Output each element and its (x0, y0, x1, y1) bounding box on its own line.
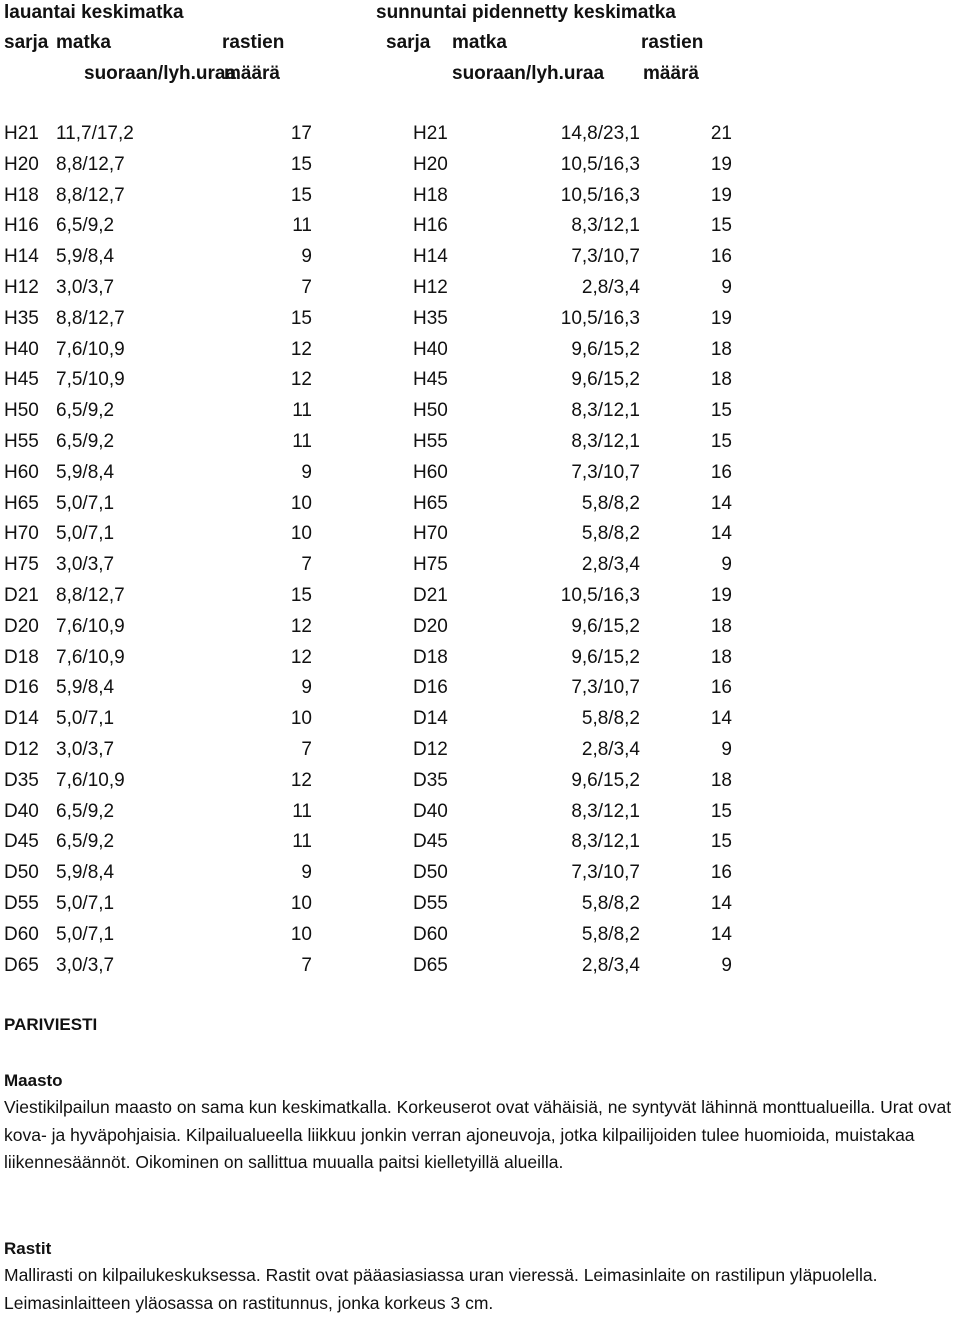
left-col-rastien: rastien (222, 32, 285, 53)
left-matka-cell: 7,6/10,9 (56, 646, 125, 668)
right-sarja-cell: D20 (413, 615, 448, 637)
right-matka-cell: 9,6/15,2 (571, 646, 640, 668)
right-sarja-cell: D40 (413, 800, 448, 822)
right-sarja-cell: H14 (413, 246, 448, 268)
right-sarja-cell: D14 (413, 708, 448, 730)
right-col-rastien: rastien (641, 32, 704, 53)
right-sarja-cell: H35 (413, 307, 448, 329)
left-rastit-cell: 11 (292, 431, 312, 452)
right-sarja-cell: D50 (413, 862, 448, 884)
left-sarja-cell: D12 (4, 739, 39, 760)
right-matka-cell: 10,5/16,3 (560, 585, 640, 606)
right-sarja-cell: D60 (413, 923, 448, 945)
right-sarja-cell: H16 (413, 215, 448, 237)
right-sarja-cell: H65 (413, 492, 448, 514)
right-rastit-cell: 9 (721, 554, 732, 576)
left-matka-cell: 5,9/8,4 (56, 677, 115, 699)
left-matka-cell: 7,6/10,9 (56, 338, 125, 360)
left-sarja-cell: H20 (4, 153, 39, 175)
right-rastit-cell: 19 (710, 153, 732, 175)
left-sarja-cell: D40 (4, 800, 39, 822)
left-rastit-cell: 15 (290, 184, 312, 206)
left-matka-cell: 5,0/7,1 (56, 523, 115, 545)
right-sarja-cell: H70 (413, 523, 448, 545)
right-matka-cell: 5,8/8,2 (581, 523, 640, 545)
right-matka-cell: 2,8/3,4 (581, 277, 640, 298)
left-rastit-cell: 10 (290, 523, 312, 545)
left-rastit-cell: 9 (301, 461, 312, 483)
left-matka-cell: 6,5/9,2 (56, 800, 115, 822)
left-rastit-cell: 9 (301, 862, 312, 884)
left-matka-cell: 5,0/7,1 (56, 893, 115, 914)
right-rastit-cell: 19 (710, 307, 732, 329)
left-sarja-cell: D65 (4, 954, 39, 976)
left-matka-cell: 8,8/12,7 (56, 184, 125, 206)
right-sarja-cell: D65 (413, 954, 448, 976)
left-matka-cell: 3,0/3,7 (56, 277, 115, 298)
left-sarja-cell: H50 (4, 400, 39, 422)
left-rastit-cell: 15 (290, 153, 312, 175)
right-col-rastien-sub: määrä (643, 63, 699, 84)
right-matka-cell: 10,5/16,3 (560, 307, 640, 329)
right-matka-cell: 8,3/12,1 (571, 831, 640, 853)
right-rastit-cell: 18 (710, 369, 732, 391)
left-rastit-cell: 7 (301, 954, 312, 976)
left-rastit-cell: 12 (290, 615, 312, 637)
left-rastit-cell: 17 (290, 123, 312, 144)
left-sarja-cell: H60 (4, 461, 39, 483)
left-sarja-cell: H55 (4, 431, 39, 452)
left-col-sarja: sarja (4, 32, 49, 53)
left-rastit-cell: 9 (301, 246, 312, 268)
right-matka-cell: 5,8/8,2 (581, 708, 640, 730)
left-rastit-cell: 12 (290, 646, 312, 668)
right-col-sarja: sarja (386, 32, 431, 53)
right-matka-cell: 2,8/3,4 (581, 739, 640, 760)
right-matka-cell: 7,3/10,7 (571, 461, 640, 483)
left-rastit-cell: 10 (290, 923, 312, 945)
right-matka-cell: 14,8/23,1 (560, 123, 640, 144)
right-rastit-cell: 9 (721, 277, 732, 298)
right-sarja-cell: H20 (413, 153, 448, 175)
right-matka-cell: 5,8/8,2 (581, 893, 640, 914)
left-sarja-cell: H21 (4, 123, 39, 144)
left-rastit-cell: 10 (290, 492, 312, 514)
right-table-title: sunnuntai pidennetty keskimatka (376, 2, 676, 23)
left-sarja-cell: H45 (4, 369, 39, 391)
left-rastit-cell: 7 (301, 739, 312, 760)
left-col-matka-sub: suoraan/lyh.uraa (84, 63, 237, 84)
left-matka-cell: 5,9/8,4 (56, 862, 115, 884)
right-matka-cell: 8,3/12,1 (571, 431, 640, 452)
left-matka-cell: 5,0/7,1 (56, 708, 115, 730)
right-rastit-cell: 15 (710, 831, 732, 853)
left-matka-cell: 6,5/9,2 (56, 431, 115, 452)
right-rastit-cell: 15 (710, 400, 732, 422)
right-rastit-cell: 18 (710, 769, 732, 791)
right-sarja-cell: D16 (413, 677, 448, 699)
left-sarja-cell: H70 (4, 523, 39, 545)
right-matka-cell: 7,3/10,7 (571, 246, 640, 268)
left-rastit-cell: 10 (290, 708, 312, 730)
right-sarja-cell: D12 (413, 739, 448, 760)
left-rastit-cell: 7 (301, 554, 312, 576)
right-sarja-cell: H18 (413, 184, 448, 206)
left-matka-cell: 3,0/3,7 (56, 554, 115, 576)
left-sarja-cell: H40 (4, 338, 39, 360)
left-sarja-cell: D20 (4, 615, 39, 637)
left-rastit-cell: 15 (290, 585, 312, 606)
left-matka-cell: 7,6/10,9 (56, 769, 125, 791)
right-col-matka: matka (452, 32, 507, 53)
left-rastit-cell: 12 (290, 769, 312, 791)
maasto-heading: Maasto (4, 1071, 63, 1090)
right-rastit-cell: 16 (710, 862, 732, 884)
right-matka-cell: 10,5/16,3 (560, 184, 640, 206)
right-rastit-cell: 15 (710, 431, 732, 452)
left-sarja-cell: H65 (4, 492, 39, 514)
right-sarja-cell: H75 (413, 554, 448, 576)
maasto-paragraph: Viestikilpailun maasto on sama kun keskimatkalla. Korkeuserot ovat vähäisiä, ne syntyvät lähinnä monttualueilla. Urat ovat kova- ja hyväpohjaisia. Kilpailualueella liikkuu jonkin verran ajoneuvoja, jotka kilpailijoiden tulee huomioida, muistakaa liikennesäännöt. Oikominen on sallittua muualla paitsi kielletyillä alueilla. (4, 1097, 952, 1172)
left-table-title: lauantai keskimatka (4, 2, 184, 23)
left-rastit-cell: 11 (292, 400, 312, 422)
right-matka-cell: 7,3/10,7 (571, 862, 640, 884)
right-rastit-cell: 21 (710, 123, 732, 144)
right-matka-cell: 10,5/16,3 (560, 153, 640, 175)
right-rastit-cell: 14 (710, 523, 732, 545)
right-rastit-cell: 14 (710, 893, 732, 914)
left-rastit-cell: 7 (301, 277, 312, 298)
right-sarja-cell: H21 (413, 123, 448, 144)
rastit-paragraph: Mallirasti on kilpailukeskuksessa. Rastit ovat pääasiasiassa uran vieressä. Leimasinlaite on rastilipun yläpuolella. Leimasinlaitteen yläosassa on rastitunnus, jonka korkeus 3 cm. (4, 1265, 878, 1313)
right-sarja-cell: D45 (413, 831, 448, 853)
right-rastit-cell: 14 (710, 708, 732, 730)
left-sarja-cell: D21 (4, 585, 39, 606)
right-rastit-cell: 19 (710, 184, 732, 206)
right-matka-cell: 5,8/8,2 (581, 923, 640, 945)
left-rastit-cell: 12 (290, 338, 312, 360)
right-sarja-cell: H40 (413, 338, 448, 360)
left-matka-cell: 7,6/10,9 (56, 615, 125, 637)
right-rastit-cell: 18 (710, 615, 732, 637)
right-rastit-cell: 19 (710, 585, 732, 606)
right-matka-cell: 9,6/15,2 (571, 615, 640, 637)
left-sarja-cell: D55 (4, 893, 39, 914)
right-rastit-cell: 9 (721, 739, 732, 760)
right-matka-cell: 5,8/8,2 (581, 492, 640, 514)
right-matka-cell: 8,3/12,1 (571, 400, 640, 422)
left-sarja-cell: D50 (4, 862, 39, 884)
right-matka-cell: 2,8/3,4 (581, 554, 640, 576)
right-matka-cell: 9,6/15,2 (571, 369, 640, 391)
right-rastit-cell: 15 (710, 215, 732, 237)
right-rastit-cell: 9 (721, 954, 732, 976)
left-matka-cell: 5,0/7,1 (56, 492, 115, 514)
right-rastit-cell: 16 (710, 246, 732, 268)
left-matka-cell: 6,5/9,2 (56, 215, 115, 237)
right-col-matka-sub: suoraan/lyh.uraa (452, 63, 605, 84)
right-sarja-cell: D18 (413, 646, 448, 668)
left-rastit-cell: 10 (290, 893, 312, 914)
left-sarja-cell: H35 (4, 307, 39, 329)
right-rastit-cell: 15 (710, 800, 732, 822)
left-rastit-cell: 15 (290, 307, 312, 329)
left-matka-cell: 8,8/12,7 (56, 153, 125, 175)
left-rastit-cell: 11 (292, 215, 312, 237)
right-matka-cell: 2,8/3,4 (581, 954, 640, 976)
right-matka-cell: 9,6/15,2 (571, 338, 640, 360)
pariviesti-heading: PARIVIESTI (4, 1015, 98, 1034)
left-col-matka: matka (56, 32, 111, 53)
right-sarja-cell: H55 (413, 431, 448, 452)
right-matka-cell: 8,3/12,1 (571, 800, 640, 822)
left-rastit-cell: 9 (301, 677, 312, 699)
left-rastit-cell: 12 (290, 369, 312, 391)
left-matka-cell: 11,7/17,2 (56, 123, 134, 144)
left-matka-cell: 3,0/3,7 (56, 954, 115, 976)
left-sarja-cell: H12 (4, 277, 39, 298)
left-matka-cell: 6,5/9,2 (56, 400, 115, 422)
left-matka-cell: 5,0/7,1 (56, 923, 115, 945)
left-col-rastien-sub: määrä (224, 63, 280, 84)
right-matka-cell: 9,6/15,2 (571, 769, 640, 791)
left-matka-cell: 5,9/8,4 (56, 246, 115, 268)
left-sarja-cell: D60 (4, 923, 39, 945)
left-rastit-cell: 11 (292, 831, 312, 853)
right-sarja-cell: D55 (413, 893, 448, 914)
right-sarja-cell: H60 (413, 461, 448, 483)
left-matka-cell: 7,5/10,9 (56, 369, 125, 391)
right-rastit-cell: 14 (710, 492, 732, 514)
left-rastit-cell: 11 (292, 800, 312, 822)
left-sarja-cell: H75 (4, 554, 39, 576)
left-sarja-cell: H18 (4, 184, 39, 206)
right-matka-cell: 8,3/12,1 (571, 215, 640, 237)
left-matka-cell: 8,8/12,7 (56, 585, 125, 606)
right-rastit-cell: 18 (710, 646, 732, 668)
left-sarja-cell: D14 (4, 708, 39, 730)
left-matka-cell: 3,0/3,7 (56, 739, 115, 760)
left-matka-cell: 5,9/8,4 (56, 461, 115, 483)
right-sarja-cell: H45 (413, 369, 448, 391)
left-sarja-cell: H16 (4, 215, 39, 237)
right-rastit-cell: 16 (710, 677, 732, 699)
right-rastit-cell: 14 (710, 923, 732, 945)
left-sarja-cell: H14 (4, 246, 39, 268)
right-rastit-cell: 16 (710, 461, 732, 483)
right-matka-cell: 7,3/10,7 (571, 677, 640, 699)
left-sarja-cell: D16 (4, 677, 39, 699)
left-sarja-cell: D18 (4, 646, 39, 668)
right-sarja-cell: D35 (413, 769, 448, 791)
left-sarja-cell: D35 (4, 769, 39, 791)
right-sarja-cell: D21 (413, 585, 448, 606)
left-matka-cell: 6,5/9,2 (56, 831, 115, 853)
left-matka-cell: 8,8/12,7 (56, 307, 125, 329)
rastit-heading: Rastit (4, 1239, 52, 1258)
left-sarja-cell: D45 (4, 831, 39, 853)
right-sarja-cell: H50 (413, 400, 448, 422)
right-sarja-cell: H12 (413, 277, 448, 298)
right-rastit-cell: 18 (710, 338, 732, 360)
